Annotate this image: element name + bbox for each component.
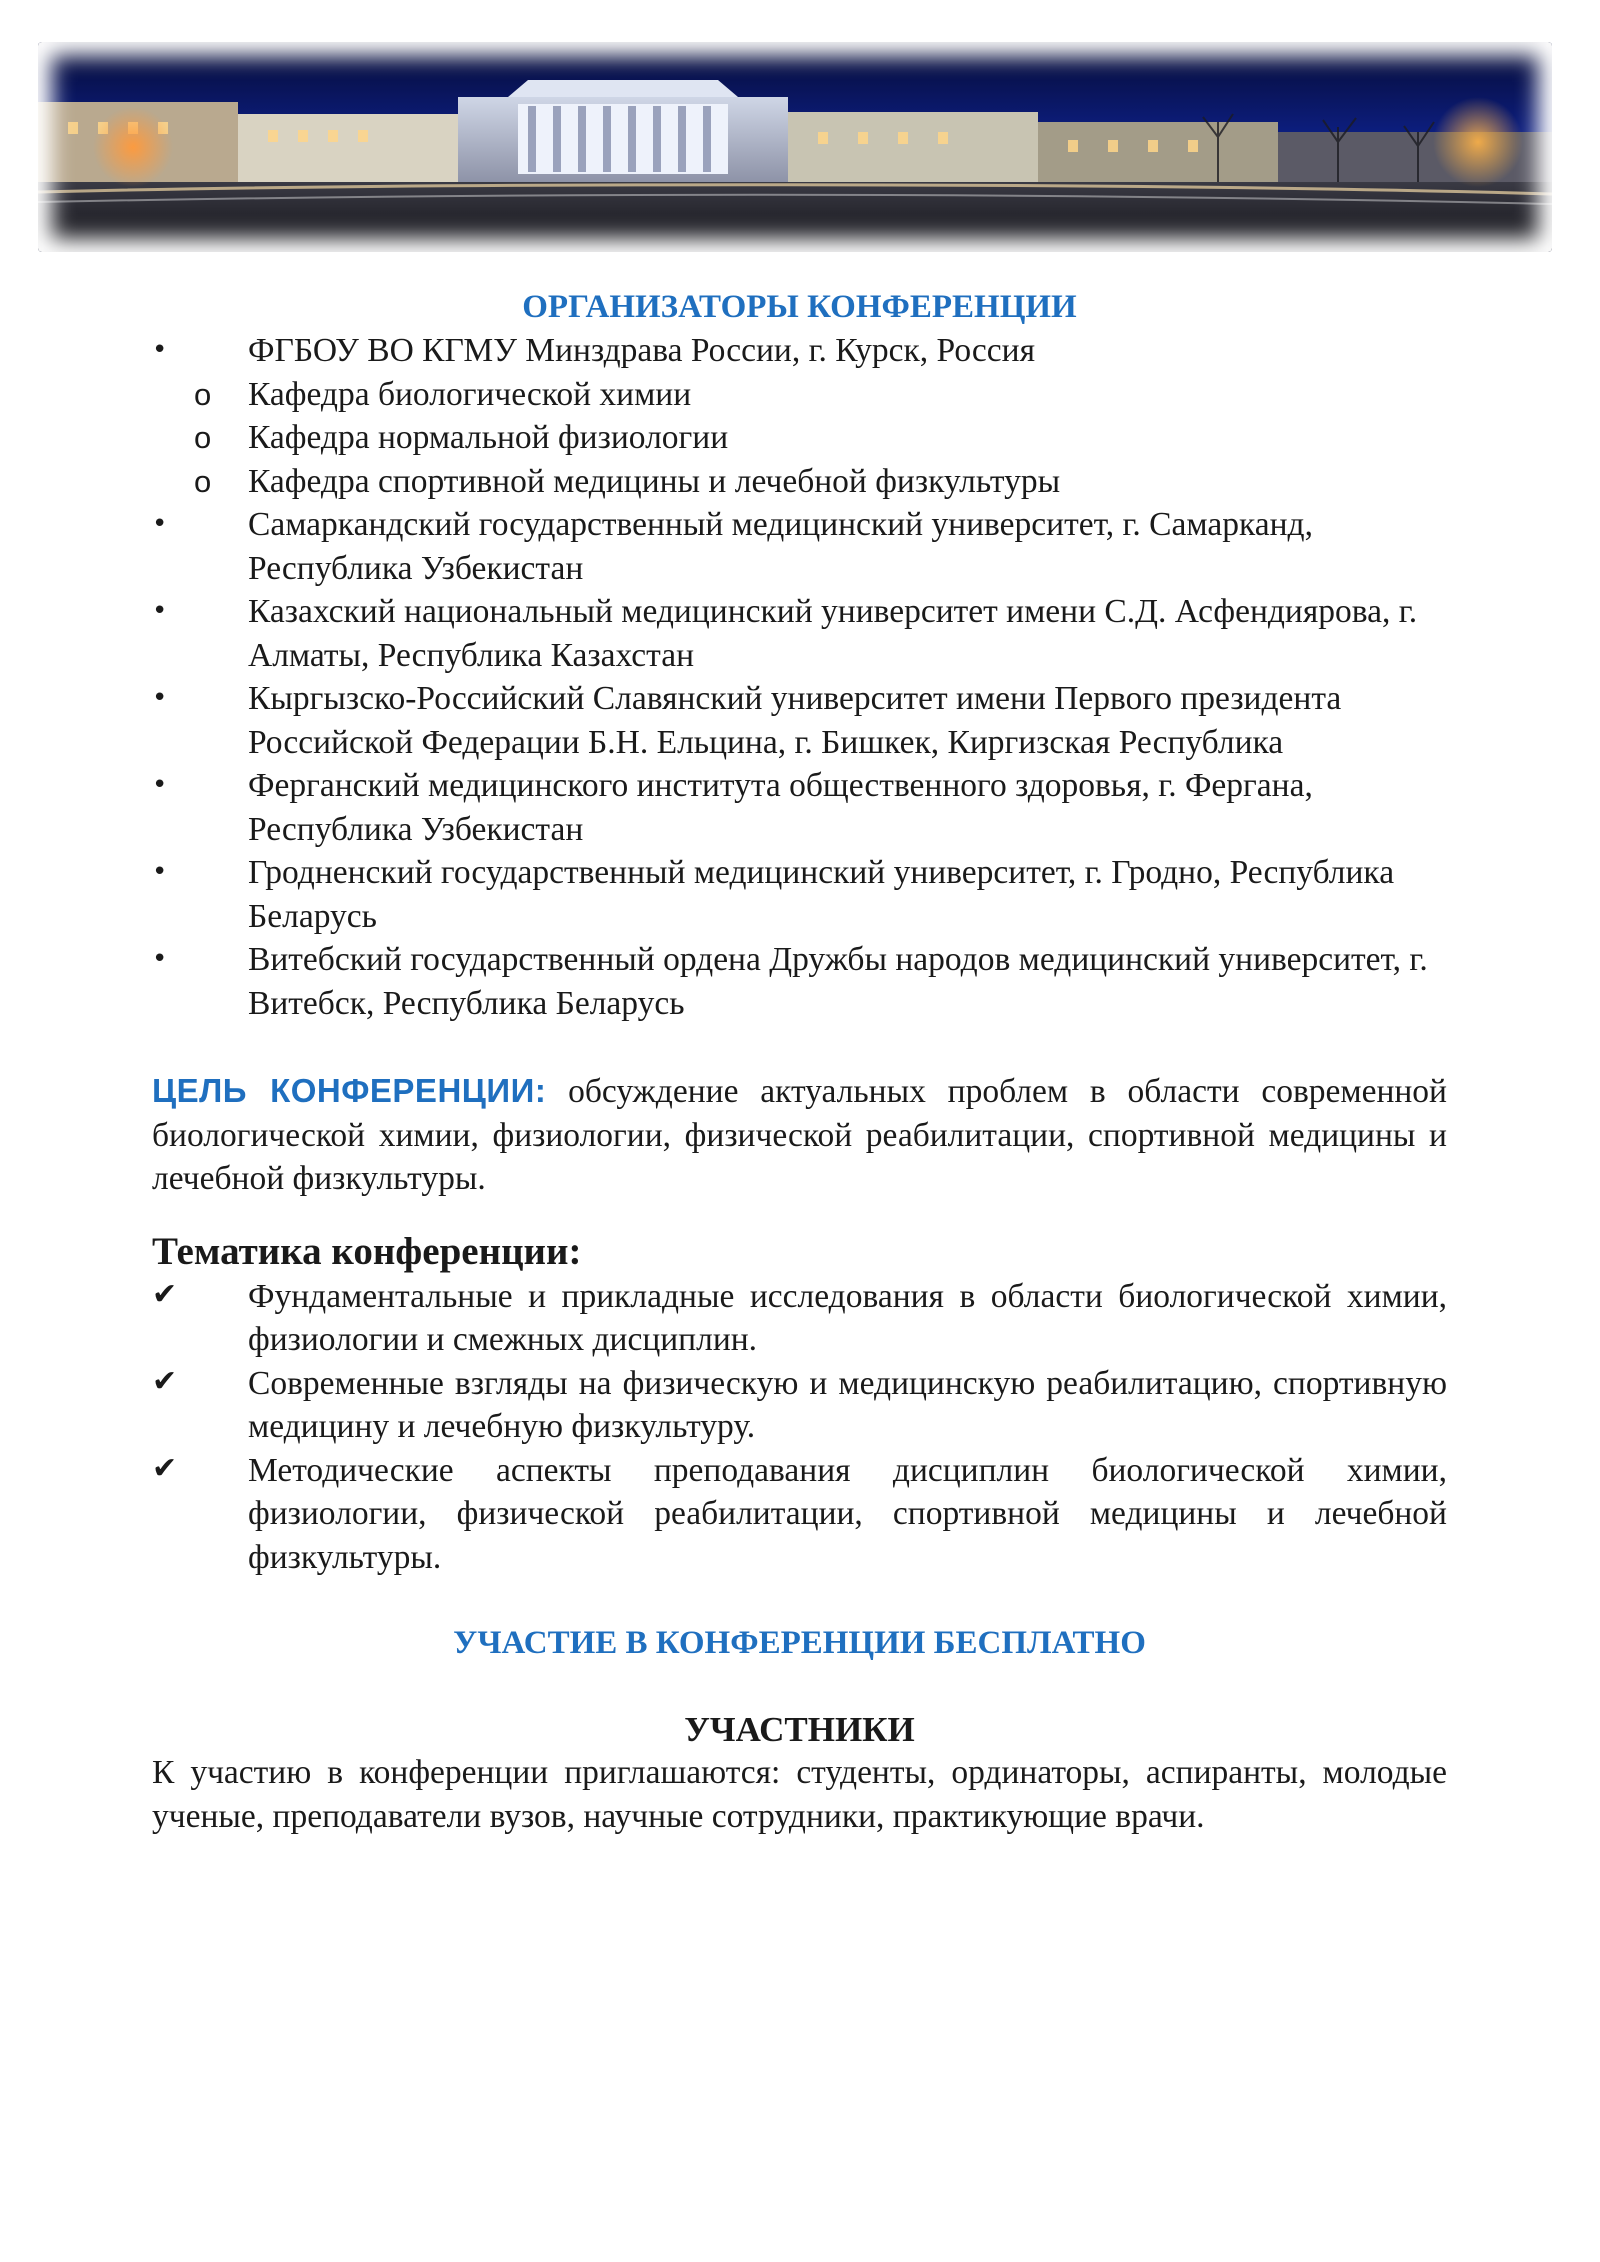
checkmark-icon: ✔ xyxy=(152,1276,178,1312)
organizer-item xyxy=(152,329,1447,503)
organizer-text: Казахский национальный медицинский университет имени С.Д. Асфендиярова, г. Алматы, Республика Казахстан xyxy=(248,593,1418,674)
topics-list xyxy=(152,1275,1447,1580)
free-participation-heading: УЧАСТИЕ В КОНФЕРЕНЦИИ БЕСПЛАТНО xyxy=(453,1625,1146,1661)
bullet-icon: • xyxy=(152,944,168,974)
organizer-item xyxy=(152,590,1447,677)
organizer-text: Гродненский государственный медицинский университет, г. Гродно, Республика Беларусь xyxy=(248,854,1395,935)
department-item xyxy=(152,460,1447,504)
organizers-list xyxy=(152,329,1447,1025)
goal-label: ЦЕЛЬ КОНФЕРЕНЦИИ: xyxy=(152,1072,547,1109)
organizer-text: ФГБОУ ВО КГМУ Минздрава России, г. Курск, Россия xyxy=(248,332,1035,369)
organizer-item xyxy=(152,851,1447,938)
department-item xyxy=(152,416,1447,460)
department-item xyxy=(152,373,1447,417)
circle-bullet-icon: o xyxy=(194,376,212,412)
circle-bullet-icon: o xyxy=(194,420,212,455)
bullet-icon: • xyxy=(152,770,168,800)
department-text: Кафедра спортивной медицины и лечебной физкультуры xyxy=(248,462,1061,500)
organizer-text: Ферганский медицинского института общественного здоровья, г. Фергана, Республика Узбекистан xyxy=(248,767,1313,848)
topic-text: Методические аспекты преподавания дисциплин биологической химии, физиологии, физической реабилитации, спортивной медицины и лечебной физкультуры. xyxy=(248,1451,1447,1576)
document-content xyxy=(152,286,1447,1838)
organizer-item xyxy=(152,677,1447,764)
bullet-icon: • xyxy=(152,335,168,365)
organizer-item xyxy=(152,503,1447,590)
bullet-icon: • xyxy=(152,857,168,887)
organizer-text: Кыргызско-Российский Славянский университет имени Первого президента Российской Федерации Б.Н. Ельцина, г. Бишкек, Киргизская Республика xyxy=(248,680,1342,761)
conference-goal-paragraph xyxy=(152,1069,1447,1201)
participants-heading: УЧАСТНИКИ xyxy=(684,1710,915,1749)
organizer-text: Витебский государственный ордена Дружбы народов медицинский университет, г. Витебск, Республика Беларусь xyxy=(248,941,1428,1022)
bullet-icon: • xyxy=(152,596,168,626)
departments-list xyxy=(152,373,1447,504)
goal-text: обсуждение актуальных проблем в области современной биологической химии, физиологии, физической реабилитации, спортивной медицины и лечебной физкультуры. xyxy=(152,1073,1447,1197)
checkmark-icon: ✔ xyxy=(152,1363,178,1399)
organizers-heading: ОРГАНИЗАТОРЫ КОНФЕРЕНЦИИ xyxy=(522,289,1077,325)
university-building-illustration xyxy=(38,42,1552,252)
participants-text: К участию в конференции приглашаются: студенты, ординаторы, аспиранты, молодые ученые, преподаватели вузов, научные сотрудники, практикующие врачи. xyxy=(152,1754,1447,1835)
topic-item xyxy=(152,1362,1447,1449)
bullet-icon: • xyxy=(152,683,168,713)
topics-heading: Тематика конференции: xyxy=(152,1229,582,1273)
circle-bullet-icon: o xyxy=(194,463,212,499)
department-text: Кафедра нормальной физиологии xyxy=(248,419,729,456)
topic-item xyxy=(152,1275,1447,1362)
checkmark-icon: ✔ xyxy=(152,1450,178,1486)
organizer-item xyxy=(152,938,1447,1025)
topic-text: Современные взгляды на физическую и медицинскую реабилитацию, спортивную медицину и лечебную физкультуру. xyxy=(248,1364,1447,1445)
organizer-text: Самаркандский государственный медицинский университет, г. Самарканд, Республика Узбекистан xyxy=(248,506,1313,587)
topic-text: Фундаментальные и прикладные исследования в области биологической химии, физиологии и смежных дисциплин. xyxy=(248,1277,1447,1358)
header-banner-photo xyxy=(38,42,1552,252)
department-text: Кафедра биологической химии xyxy=(248,375,692,413)
bullet-icon: • xyxy=(152,509,168,539)
organizer-item xyxy=(152,764,1447,851)
topic-item xyxy=(152,1449,1447,1580)
